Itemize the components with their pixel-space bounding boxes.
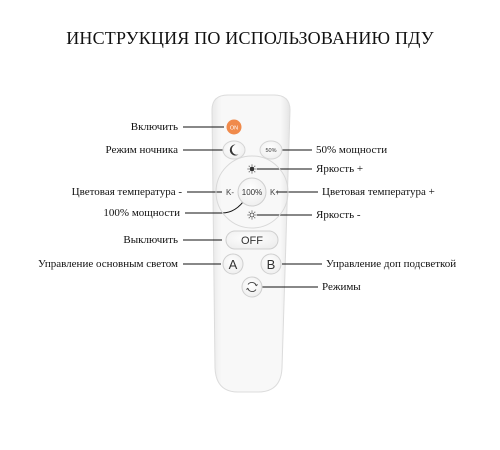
label-full-power: 100% мощности (103, 207, 180, 219)
brightness-down-button[interactable] (244, 207, 260, 223)
label-night-mode: Режим ночника (105, 144, 178, 156)
on-button-label: ON (229, 125, 239, 132)
label-temp-down: Цветовая температура - (71, 186, 182, 198)
modes-button[interactable] (242, 277, 262, 297)
temp-up-button[interactable]: K+ (269, 188, 281, 197)
label-half-power: 50% мощности (316, 144, 388, 156)
label-off: Выключить (123, 234, 178, 246)
page-title: ИНСТРУКЦИЯ ПО ИСПОЛЬЗОВАНИЮ ПДУ (66, 28, 434, 48)
label-brightness-down: Яркость - (316, 209, 361, 221)
label-aux-light: Управление доп подсветкой (326, 258, 457, 270)
brightness-up-button[interactable] (244, 161, 260, 177)
off-button-label: OFF (241, 235, 263, 247)
label-main-light: Управление основным светом (38, 258, 178, 270)
full-power-button-label: 100% (241, 188, 263, 197)
half-power-button-label: 50% (265, 148, 277, 154)
label-temp-up: Цветовая температура + (322, 186, 435, 198)
night-mode-button[interactable] (223, 141, 245, 159)
label-brightness-up: Яркость + (316, 163, 364, 175)
aux-light-button-label: B (266, 257, 276, 272)
temp-down-button[interactable]: K- (226, 188, 234, 197)
main-light-button-label: A (228, 257, 238, 272)
label-on: Включить (130, 121, 178, 133)
label-modes: Режимы (322, 281, 361, 293)
